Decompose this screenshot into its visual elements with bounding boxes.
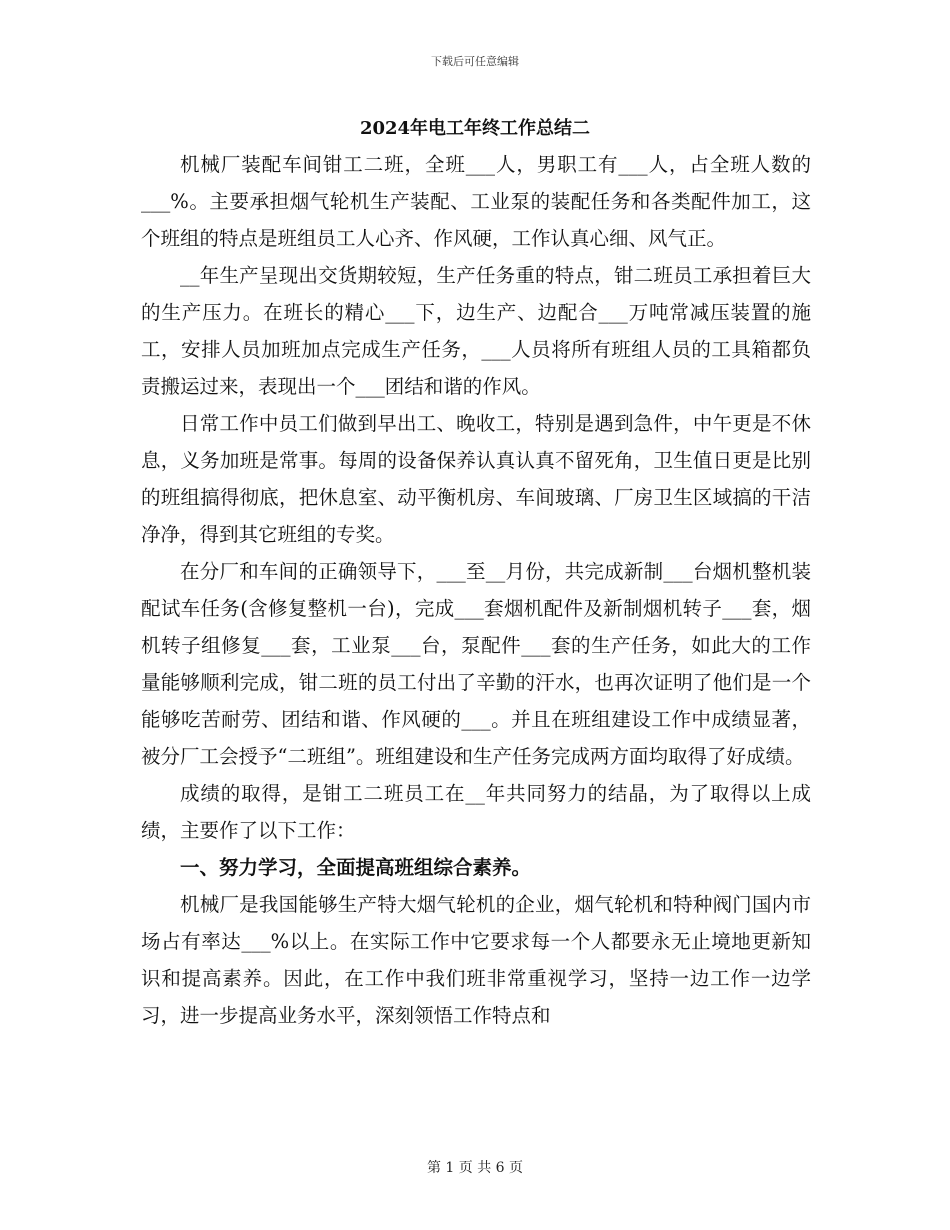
paragraph-4: 在分厂和车间的正确领导下，___至__月份，共完成新制___台烟机整机装配试车任务(含修复整机一台)，完成___套烟机配件及新制烟机转子___套，烟机转子组修复___套，工业泵___台，泵配件___套的生产任务，如此大的工作量能够顺利完成，钳二班的员工付出了辛勤的汗水，也再次证明了他们是一个能够吃苦耐劳、团结和谐、作风硬的___。并且在班组建设工作中成绩显著，被分厂工会授予“二班组”。班组建设和生产任务完成两方面均取得了好成绩。 <box>141 560 811 768</box>
section-heading: 一、努力学习，全面提高班组综合素养。 <box>180 856 532 879</box>
paragraph-5: 成绩的取得，是钳工二班员工在__年共同努力的结晶，为了取得以上成绩，主要作了以下工作： <box>141 782 811 842</box>
document-body <box>141 146 811 1034</box>
paragraph-3: 日常工作中员工们做到早出工、晚收工，特别是遇到急件，中午更是不休息，义务加班是常事。每周的设备保养认真认真不留死角，卫生值日更是比别的班组搞得彻底，把休息室、动平衡机房、车间玻璃、厂房卫生区域搞的干洁净净，得到其它班组的专奖。 <box>141 412 811 546</box>
paragraph-2: __年生产呈现出交货期较短，生产任务重的特点，钳二班员工承担着巨大的生产压力。在班长的精心___下，边生产、边配合___万吨常减压装置的施工，安排人员加班加点完成生产任务，___人员将所有班组人员的工具箱都负责搬运过来，表现出一个___团结和谐的作风。 <box>141 264 811 398</box>
paragraph-1: 机械厂装配车间钳工二班，全班___人，男职工有___人，占全班人数的___%。主要承担烟气轮机生产装配、工业泵的装配任务和各类配件加工，这个班组的特点是班组员工人心齐、作风硬，工作认真心细、风气正。 <box>141 153 811 250</box>
paragraph-6: 机械厂是我国能够生产特大烟气轮机的企业，烟气轮机和特种阀门国内市场占有率达___%以上。在实际工作中它要求每一个人都要永无止境地更新知识和提高素养。因此，在工作中我们班非常重视学习，坚持一边工作一边学习，进一步提高业务水平，深刻领悟工作特点和 <box>141 893 811 1027</box>
document-title: 2024年电工年终工作总结二 <box>359 118 591 139</box>
page-header: 下载后可任意编辑 <box>431 55 519 68</box>
page-footer: 第 1 页 共 6 页 <box>426 1160 524 1176</box>
